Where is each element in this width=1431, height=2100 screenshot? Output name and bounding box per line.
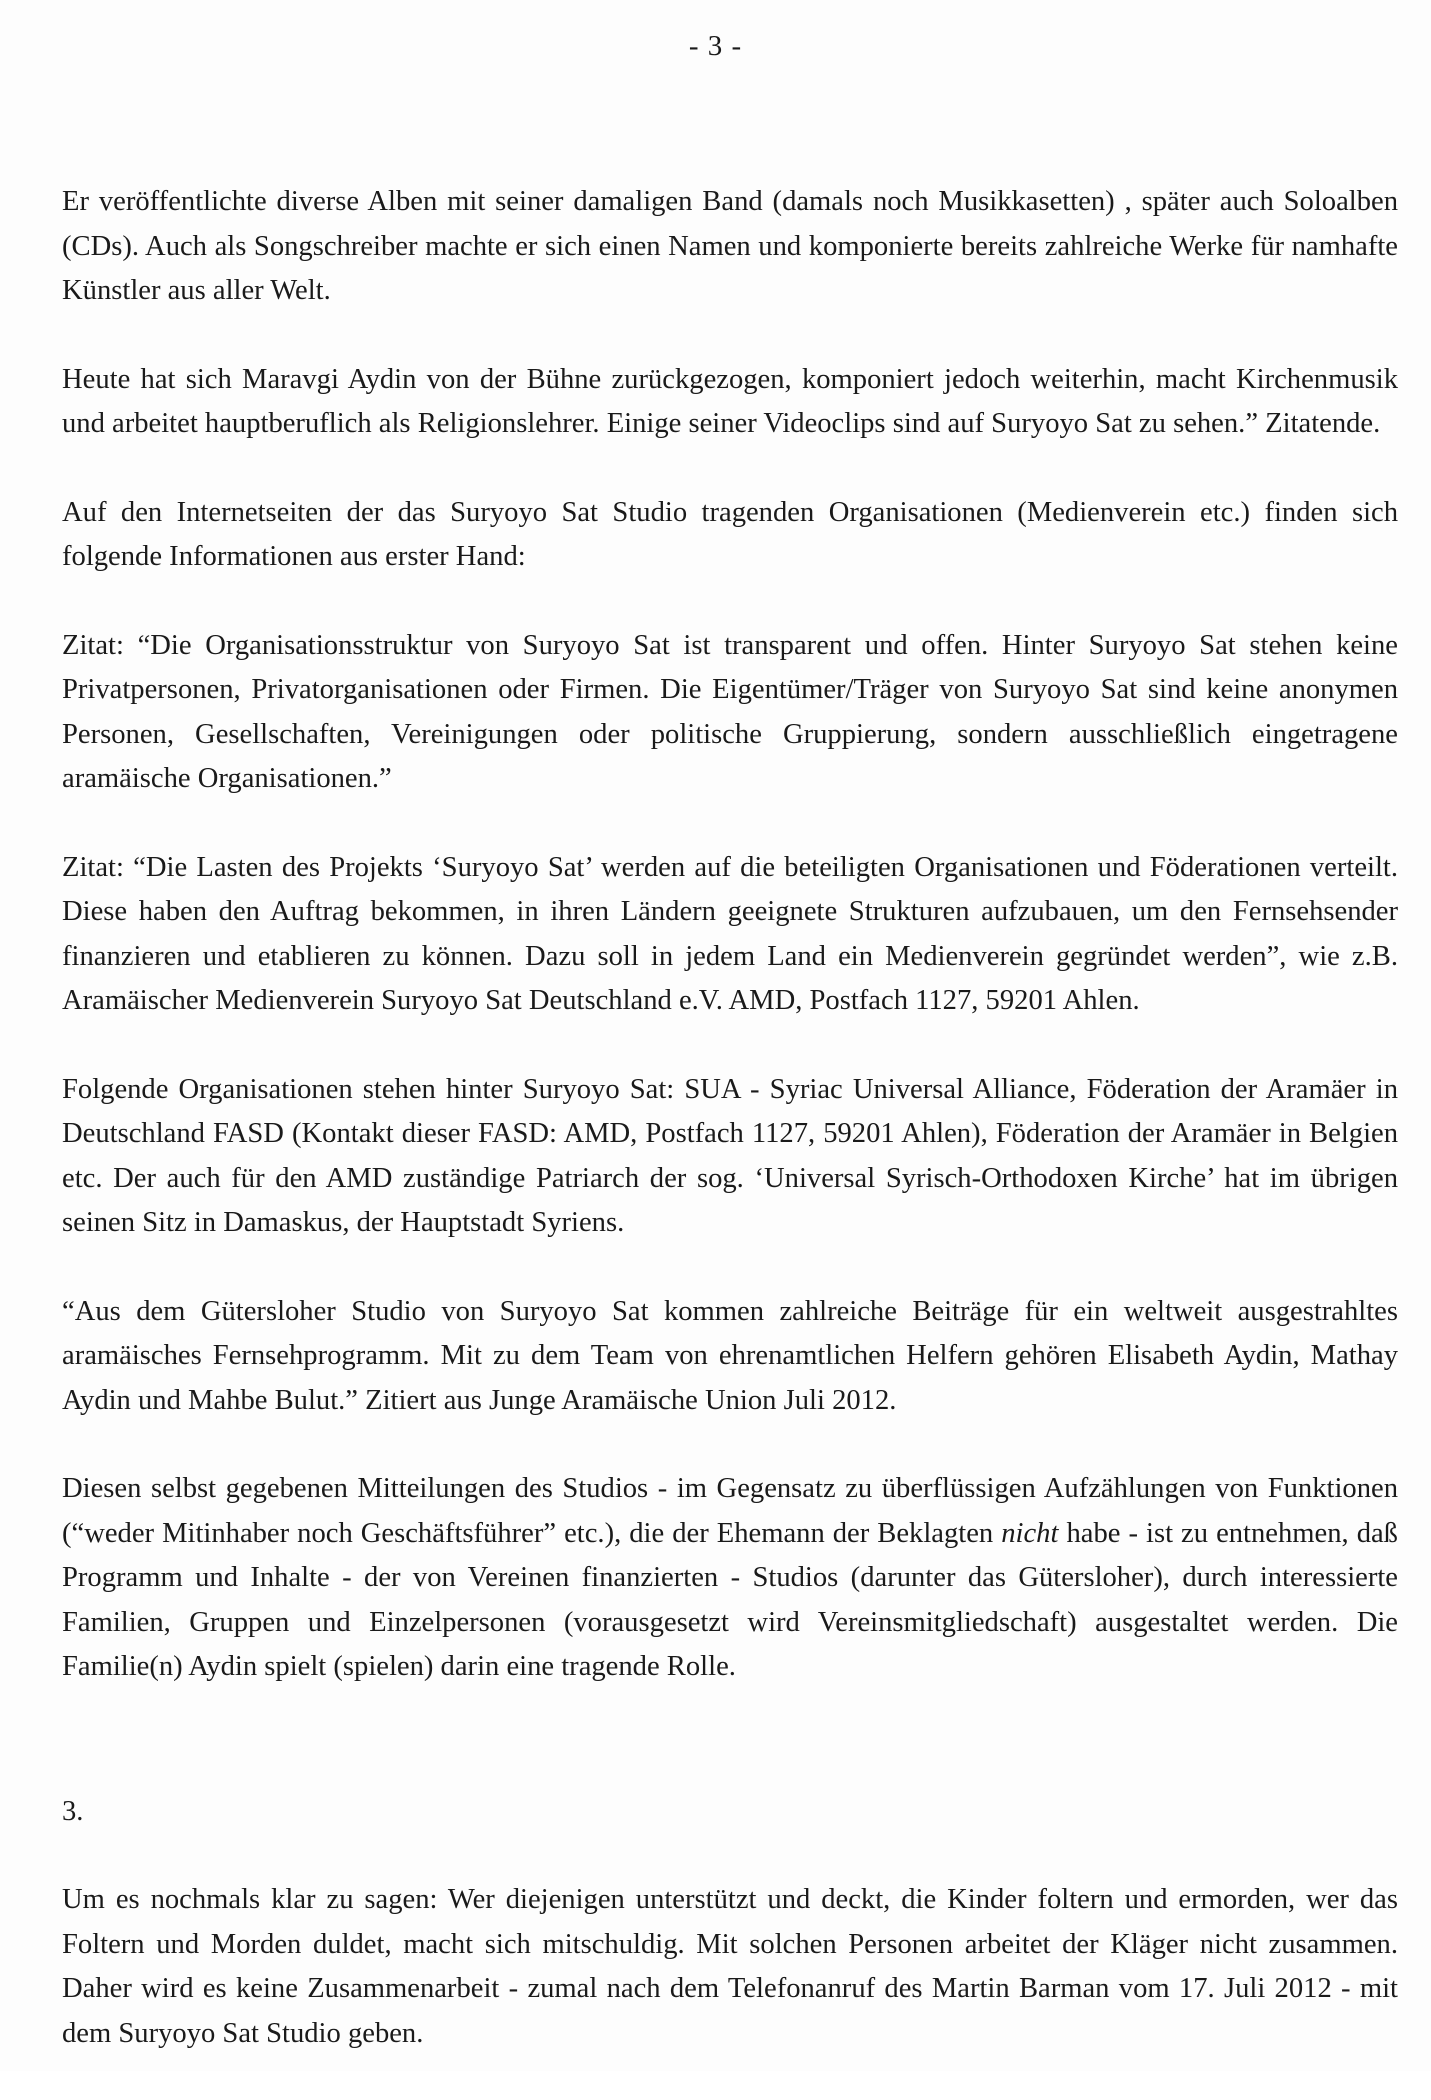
paragraph-conclusion-part-2: habe - ist zu entnehmen, daß Programm und Inhalte - der von Vereinen finanzierten - Studios (darunter das Gütersloher), durch interessierte Familien, Gruppen und Einzelpersonen (vorausgesetzt wird Vereinsmitgliedschaft) ausgestaltet werden. Die Familie(n) Aydin spielt (spielen) darin eine tragende Rolle.	[62, 1517, 1398, 1682]
paragraph-conclusion	[62, 1467, 1398, 1690]
paragraph-conclusion-emphasis: nicht	[1001, 1517, 1059, 1549]
paragraph-withdrawal: Heute hat sich Maravgi Aydin von der Bühne zurückgezogen, komponiert jedoch weiterhin, macht Kirchenmusik und arbeitet hauptberuflich als Religionslehrer. Einige seiner Videoclips sind auf Suryoyo Sat zu sehen.” Zitatende.	[62, 363, 1398, 439]
section-number: 3.	[62, 1795, 84, 1827]
paragraph-quote-costs: Zitat: “Die Lasten des Projekts ‘Suryoyo Sat’ werden auf die beteiligten Organisationen und Föderationen verteilt. Diese haben den Auftrag bekommen, in ihren Ländern geeignete Strukturen aufzubauen, um den Fernsehsender finanzieren und etablieren zu können. Dazu soll in jedem Land ein Medienverein gegründet werden”, wie z.B. Aramäischer Medienverein Suryoyo Sat Deutschland e.V. AMD, Postfach 1127, 59201 Ahlen.	[62, 851, 1398, 1016]
document-body	[62, 180, 1398, 2100]
paragraph-final-statement: Um es nochmals klar zu sagen: Wer diejenigen unterstützt und deckt, die Kinder foltern und ermorden, wer das Foltern und Morden duldet, macht sich mitschuldig. Mit solchen Personen arbeitet der Kläger nicht zusammen. Daher wird es keine Zusammenarbeit - zumal nach dem Telefonanruf des Martin Barman vom 17. Juli 2012 - mit dem Suryoyo Sat Studio geben.	[62, 1884, 1398, 2049]
paragraph-websites: Auf den Internetseiten der das Suryoyo Sat Studio tragenden Organisationen (Medienverein etc.) finden sich folgende Informationen aus erster Hand:	[62, 496, 1398, 572]
page-number: - 3 -	[688, 30, 743, 62]
paragraph-quote-structure: Zitat: “Die Organisationsstruktur von Suryoyo Sat ist transparent und offen. Hinter Suryoyo Sat stehen keine Privatpersonen, Privatorganisationen oder Firmen. Die Eigentümer/Träger von Suryoyo Sat sind keine anonymen Personen, Gesellschaften, Vereinigungen oder politische Gruppierung, sondern ausschließlich eingetragene aramäische Organisationen.”	[62, 629, 1398, 794]
paragraph-conclusion-part-1: Diesen selbst gegebenen Mitteilungen des Studios - im Gegensatz zu überflüssigen Aufzählungen von Funktionen (“weder Mitinhaber noch Geschäftsführer” etc.), die der Ehemann der Beklagten	[62, 1473, 1398, 1549]
paragraph-albums: Er veröffentlichte diverse Alben mit seiner damaligen Band (damals noch Musikkasetten) , später auch Soloalben (CDs). Auch als Songschreiber machte er sich einen Namen und komponierte bereits zahlreiche Werke für namhafte Künstler aus aller Welt.	[62, 186, 1398, 306]
paragraph-guetersloh-studio: “Aus dem Gütersloher Studio von Suryoyo Sat kommen zahlreiche Beiträge für ein weltweit ausgestrahltes aramäisches Fernsehprogramm. Mit zu dem Team von ehrenamtlichen Helfern gehören Elisabeth Aydin, Mathay Aydin und Mahbe Bulut.” Zitiert aus Junge Aramäische Union Juli 2012.	[62, 1295, 1398, 1416]
paragraph-organisations: Folgende Organisationen stehen hinter Suryoyo Sat: SUA - Syriac Universal Alliance, Föderation der Aramäer in Deutschland FASD (Kontakt dieser FASD: AMD, Postfach 1127, 59201 Ahlen), Föderation der Aramäer in Belgien etc. Der auch für den AMD zuständige Patriarch der sog. ‘Universal Syrisch-Orthodoxen Kirche’ hat im übrigen seinen Sitz in Damaskus, der Hauptstadt Syriens.	[62, 1073, 1398, 1238]
